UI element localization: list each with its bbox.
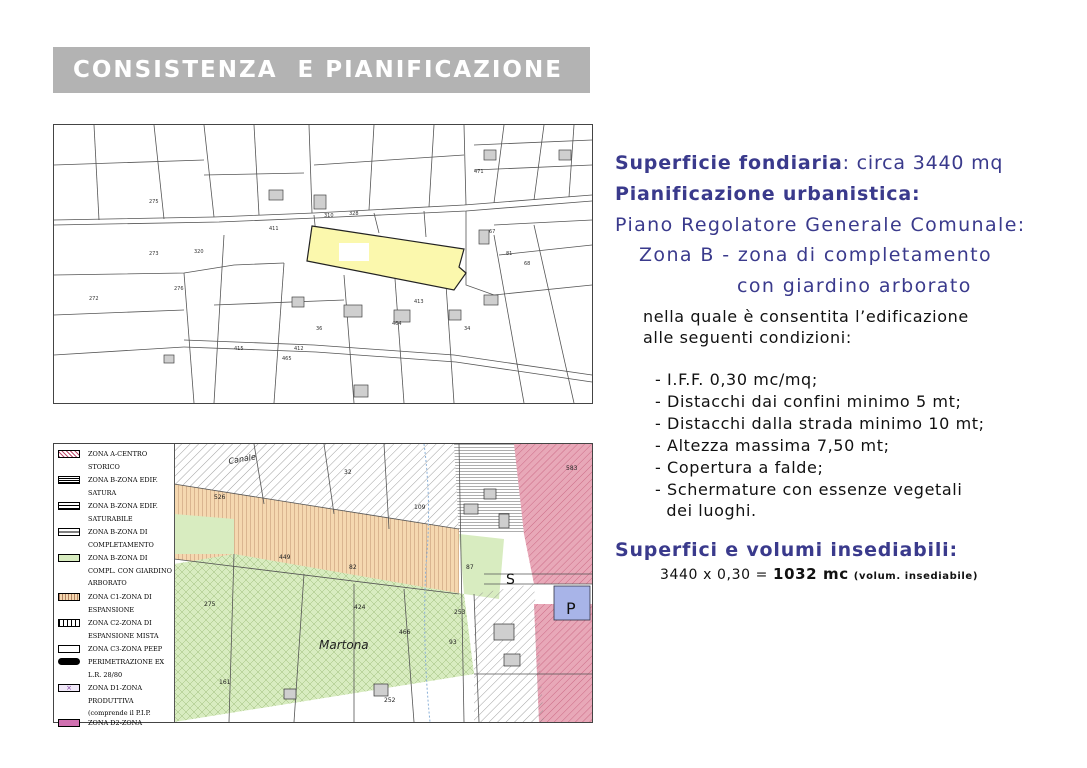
parcel-number: 36	[316, 326, 323, 332]
parcel-number: 415	[234, 346, 244, 352]
zoning-parcel-label: 449	[279, 554, 291, 561]
zoning-parcel-label: 466	[399, 629, 411, 636]
intro-line-1: nella quale è consentita l’edificazione	[643, 307, 969, 326]
zoning-parcel-label: 526	[214, 494, 226, 501]
parcel-number: 471	[474, 169, 484, 175]
legend-label: ZONA C3-ZONA PEEP	[88, 645, 163, 653]
parcel-number: 465	[282, 356, 292, 362]
legend-label: ZONA C1-ZONA DI ESPANSIONE	[88, 593, 152, 614]
zoning-parcel-label: 32	[344, 469, 352, 476]
legend-label: ZONA B-ZONA DI COMPL. CON GIARDINO ARBORATO	[88, 554, 172, 587]
legend-label: ZONA C2-ZONA DI ESPANSIONE MISTA	[88, 619, 159, 640]
parcel-number: 464	[392, 321, 402, 327]
parking-label: P	[566, 599, 576, 618]
condition-item: - I.F.F. 0,30 mc/mq;	[655, 370, 818, 389]
parcel-number: 328	[349, 211, 359, 217]
calc-result: 1032 mc	[773, 565, 849, 583]
legend-label: ZONA B-ZONA EDIF. SATURABILE	[88, 502, 158, 523]
legend-swatch	[58, 502, 80, 510]
legend-swatch	[58, 554, 80, 562]
zoning-map	[53, 443, 593, 727]
parcel-number: 320	[194, 249, 204, 255]
pianificazione-heading: Pianificazione urbanistica:	[615, 183, 921, 205]
parcel-number: 273	[149, 251, 159, 257]
zoning-parcel-label: 583	[566, 465, 578, 472]
cadastral-map-drawing	[54, 125, 592, 403]
parcel-number: 67	[489, 229, 496, 235]
parcel-number: 34	[464, 326, 471, 332]
legend-swatch	[58, 528, 80, 536]
calc-note: (volum. insediabile)	[853, 571, 978, 582]
zona-line-1: Zona B - zona di completamento	[639, 244, 993, 266]
superficie-line	[615, 152, 1003, 174]
volume-calculation	[660, 565, 978, 583]
zoning-parcel-label: 253	[454, 609, 466, 616]
parcel-number: 412	[294, 346, 304, 352]
legend-label: ZONA D1-ZONA PRODUTTIVA (comprende il P.I.P.	[88, 684, 151, 717]
page-title: CONSISTENZA E PIANIFICAZIONE	[73, 57, 563, 83]
parcel-number: 81	[506, 251, 513, 257]
legend-swatch	[58, 593, 80, 601]
parcel-number: 276	[174, 286, 184, 292]
piano-line: Piano Regolatore Generale Comunale:	[615, 214, 1026, 236]
condition-item: dei luoghi.	[655, 501, 757, 520]
parcel-number: 68	[524, 261, 531, 267]
legend-swatch	[58, 645, 80, 653]
zoning-parcel-label: 424	[354, 604, 366, 611]
highlighted-plot	[307, 226, 466, 290]
legend-label: ZONA B-ZONA EDIF. SATURA	[88, 476, 158, 497]
legend-label: ZONA A-CENTRO STORICO	[88, 450, 148, 471]
intro-line-2: alle seguenti condizioni:	[643, 328, 852, 347]
cadastral-map	[53, 124, 593, 404]
legend-label: PERIMETRAZIONE EX L.R. 28/80	[88, 658, 165, 679]
zoning-parcel-label: 109	[414, 504, 426, 511]
zoning-parcel-label: 275	[204, 601, 216, 608]
title-bar	[53, 47, 590, 93]
parcel-number: 413	[414, 299, 424, 305]
condition-item: - Distacchi dalla strada minimo 10 mt;	[655, 414, 985, 433]
parcel-number: 310	[324, 213, 334, 219]
condition-item: - Altezza massima 7,50 mt;	[655, 436, 890, 455]
legend-swatch	[58, 619, 80, 627]
parcel-number: 411	[269, 226, 279, 232]
volumi-heading: Superfici e volumi insediabili:	[615, 539, 958, 561]
condition-item: - Distacchi dai confini minimo 5 mt;	[655, 392, 962, 411]
condition-item: - Copertura a falde;	[655, 458, 824, 477]
zoning-parcel-label: 82	[349, 564, 357, 571]
legend-label: ZONA B-ZONA DI COMPLETAMENTO	[88, 528, 154, 549]
legend-swatch	[58, 658, 80, 665]
zoning-parcel-label: 93	[449, 639, 457, 646]
legend-label: ZONA D2-ZONA	[88, 719, 143, 727]
zoning-parcel-label: 252	[384, 697, 396, 704]
zoning-legend	[54, 444, 175, 727]
zoning-parcel-label: 87	[466, 564, 474, 571]
zona-line-2: con giardino arborato	[737, 275, 972, 297]
s-marker: S	[506, 572, 515, 588]
parcel-number: 272	[89, 296, 99, 302]
superficie-value: : circa 3440 mq	[842, 152, 1004, 174]
legend-swatch	[58, 476, 80, 484]
legend-swatch	[58, 450, 80, 458]
legend-swatch	[58, 719, 80, 727]
superficie-label: Superficie fondiaria	[615, 152, 843, 174]
place-label: Martona	[319, 638, 369, 652]
calc-prefix: 3440 x 0,30 =	[660, 567, 774, 583]
legend-swatch: ×	[58, 684, 80, 692]
zoning-parcel-label: 161	[219, 679, 231, 686]
parcel-number: 275	[149, 199, 159, 205]
condition-item: - Schermature con essenze vegetali	[655, 480, 963, 499]
canale-label: Canale	[227, 452, 257, 466]
